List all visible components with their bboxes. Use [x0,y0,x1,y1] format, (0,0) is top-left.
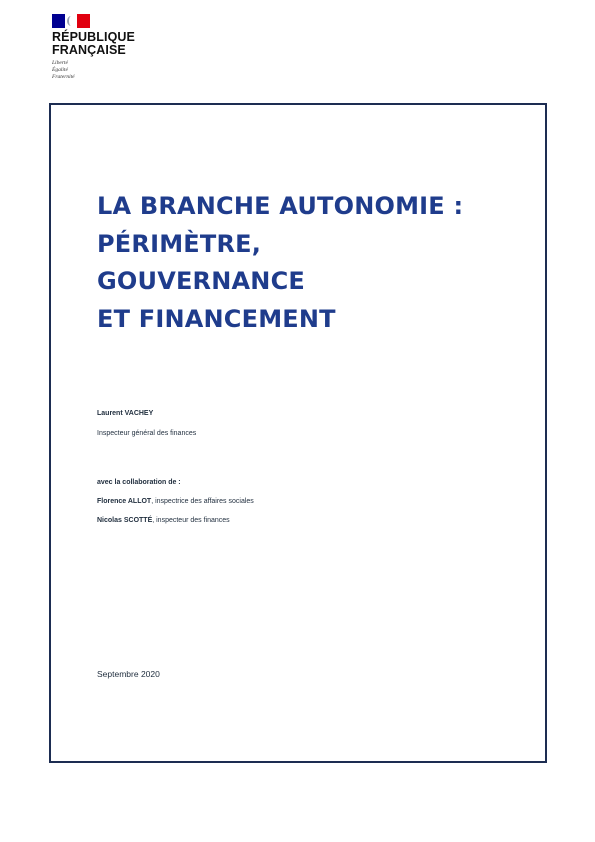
collaborator-1-name: Florence ALLOT [97,498,152,505]
author-name: Laurent VACHEY [97,410,154,417]
flag-white-band [65,14,77,28]
title-line-3: GOUVERNANCE [97,267,305,295]
collaborator-2-name: Nicolas SCOTTÉ [97,517,153,524]
collaboration-label: avec la collaboration de : [97,479,181,486]
marianne-flag-icon [52,14,90,28]
logo-devise: Liberté Égalité Fraternité [52,60,75,80]
flag-blue-band [52,14,65,28]
collaborator-1 [97,497,254,506]
collaborator-2 [97,516,254,525]
title-line-1: LA BRANCHE AUTONOMIE : [97,192,464,220]
report-title [97,188,537,338]
republique-francaise-logo [52,14,162,81]
collaboration-block [97,478,254,525]
author-block [97,409,196,438]
title-line-2: PÉRIMÈTRE, [97,229,262,258]
flag-red-band [77,14,90,28]
author-role: Inspecteur général des finances [97,430,197,437]
collaborator-2-role: , inspecteur des finances [152,517,230,524]
logo-name: RÉPUBLIQUE FRANÇAISE [52,30,135,57]
collaborator-1-role: , inspectrice des affaires sociales [151,498,254,505]
publication-date: Septembre 2020 [97,669,160,679]
title-line-4: ET FINANCEMENT [97,304,336,333]
